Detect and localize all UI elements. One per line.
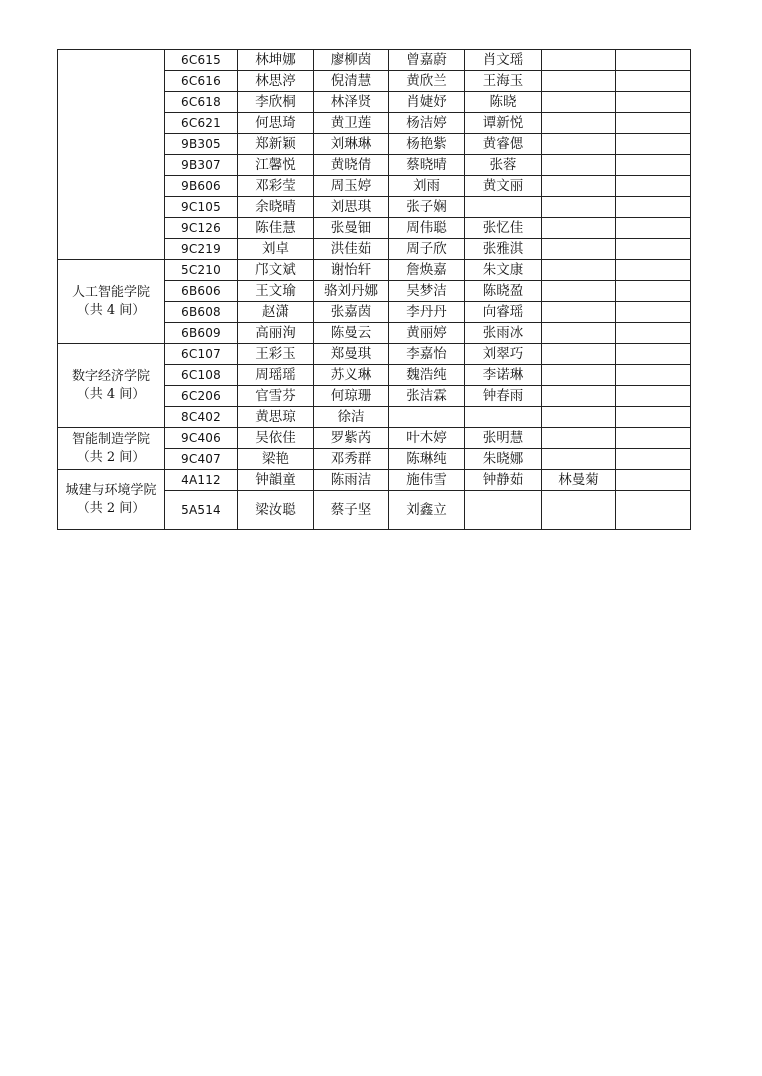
room-number-cell: 6C615 bbox=[165, 50, 238, 71]
resident-name-cell: 朱文康 bbox=[465, 260, 542, 281]
resident-name-cell: 魏浩纯 bbox=[389, 365, 465, 386]
resident-name-cell: 朱晓娜 bbox=[465, 449, 542, 470]
college-room-count: （共 4 间） bbox=[76, 302, 146, 318]
resident-name-cell bbox=[616, 449, 691, 470]
college-name: 人工智能学院 bbox=[71, 284, 150, 300]
resident-name-cell: 张明慧 bbox=[465, 428, 542, 449]
resident-name-cell: 李欣桐 bbox=[238, 92, 314, 113]
room-number-cell: 9B606 bbox=[165, 176, 238, 197]
resident-name-cell: 周瑶瑶 bbox=[238, 365, 314, 386]
resident-name-cell: 李嘉怡 bbox=[389, 344, 465, 365]
resident-name-cell: 蔡晓晴 bbox=[389, 155, 465, 176]
resident-name-cell bbox=[616, 71, 691, 92]
resident-name-cell bbox=[616, 176, 691, 197]
resident-name-cell bbox=[616, 281, 691, 302]
college-name: 数字经济学院 bbox=[71, 368, 150, 384]
resident-name-cell bbox=[542, 491, 616, 530]
resident-name-cell: 苏义琳 bbox=[314, 365, 389, 386]
resident-name-cell bbox=[542, 197, 616, 218]
room-number-cell: 9C406 bbox=[165, 428, 238, 449]
resident-name-cell bbox=[616, 218, 691, 239]
resident-name-cell: 王海玉 bbox=[465, 71, 542, 92]
resident-name-cell bbox=[542, 428, 616, 449]
resident-name-cell: 向睿瑶 bbox=[465, 302, 542, 323]
resident-name-cell: 倪清慧 bbox=[314, 71, 389, 92]
resident-name-cell: 廖柳茵 bbox=[314, 50, 389, 71]
resident-name-cell: 肖文瑶 bbox=[465, 50, 542, 71]
resident-name-cell: 林坤娜 bbox=[238, 50, 314, 71]
resident-name-cell: 梁艳 bbox=[238, 449, 314, 470]
resident-name-cell: 洪佳茹 bbox=[314, 239, 389, 260]
college-cell bbox=[58, 428, 165, 470]
resident-name-cell: 陈佳慧 bbox=[238, 218, 314, 239]
resident-name-cell: 刘思琪 bbox=[314, 197, 389, 218]
resident-name-cell bbox=[616, 50, 691, 71]
resident-name-cell bbox=[542, 155, 616, 176]
resident-name-cell bbox=[616, 428, 691, 449]
resident-name-cell bbox=[542, 50, 616, 71]
resident-name-cell bbox=[542, 386, 616, 407]
resident-name-cell: 林曼菊 bbox=[542, 470, 616, 491]
room-number-cell: 6C206 bbox=[165, 386, 238, 407]
room-number-cell: 6C618 bbox=[165, 92, 238, 113]
resident-name-cell: 罗紫芮 bbox=[314, 428, 389, 449]
college-cell bbox=[58, 50, 165, 260]
resident-name-cell bbox=[616, 470, 691, 491]
resident-name-cell bbox=[465, 491, 542, 530]
resident-name-cell bbox=[542, 71, 616, 92]
college-room-count: （共 2 间） bbox=[76, 449, 146, 465]
resident-name-cell: 蔡子坚 bbox=[314, 491, 389, 530]
college-cell bbox=[58, 260, 165, 344]
table-row bbox=[58, 260, 691, 281]
resident-name-cell bbox=[616, 491, 691, 530]
resident-name-cell: 谢怡轩 bbox=[314, 260, 389, 281]
resident-name-cell bbox=[616, 134, 691, 155]
resident-name-cell: 郑新颖 bbox=[238, 134, 314, 155]
resident-name-cell: 张嘉茵 bbox=[314, 302, 389, 323]
resident-name-cell: 肖婕妤 bbox=[389, 92, 465, 113]
resident-name-cell: 周子欣 bbox=[389, 239, 465, 260]
resident-name-cell bbox=[616, 323, 691, 344]
resident-name-cell: 林思渟 bbox=[238, 71, 314, 92]
resident-name-cell bbox=[542, 176, 616, 197]
room-number-cell: 4A112 bbox=[165, 470, 238, 491]
resident-name-cell: 李丹丹 bbox=[389, 302, 465, 323]
resident-name-cell bbox=[616, 92, 691, 113]
college-name: 城建与环境学院 bbox=[65, 482, 157, 498]
dormitory-roster-table bbox=[57, 49, 691, 530]
resident-name-cell bbox=[616, 302, 691, 323]
resident-name-cell: 钟韻童 bbox=[238, 470, 314, 491]
resident-name-cell: 邓秀群 bbox=[314, 449, 389, 470]
room-number-cell: 9B307 bbox=[165, 155, 238, 176]
resident-name-cell: 黄睿偲 bbox=[465, 134, 542, 155]
resident-name-cell bbox=[616, 344, 691, 365]
resident-name-cell: 张子娴 bbox=[389, 197, 465, 218]
resident-name-cell: 谭新悦 bbox=[465, 113, 542, 134]
resident-name-cell: 陈晓盈 bbox=[465, 281, 542, 302]
resident-name-cell: 吴梦洁 bbox=[389, 281, 465, 302]
room-number-cell: 6C621 bbox=[165, 113, 238, 134]
resident-name-cell: 李诺琳 bbox=[465, 365, 542, 386]
resident-name-cell: 刘雨 bbox=[389, 176, 465, 197]
room-number-cell: 6B608 bbox=[165, 302, 238, 323]
resident-name-cell bbox=[542, 365, 616, 386]
resident-name-cell: 黄卫莲 bbox=[314, 113, 389, 134]
college-room-count: （共 4 间） bbox=[76, 386, 146, 402]
room-number-cell: 9C126 bbox=[165, 218, 238, 239]
resident-name-cell: 陈曼云 bbox=[314, 323, 389, 344]
resident-name-cell: 张蓉 bbox=[465, 155, 542, 176]
resident-name-cell bbox=[542, 344, 616, 365]
resident-name-cell: 邝文斌 bbox=[238, 260, 314, 281]
room-number-cell: 5C210 bbox=[165, 260, 238, 281]
resident-name-cell bbox=[465, 197, 542, 218]
resident-name-cell: 刘翠巧 bbox=[465, 344, 542, 365]
resident-name-cell: 赵潇 bbox=[238, 302, 314, 323]
resident-name-cell bbox=[542, 92, 616, 113]
college-cell bbox=[58, 470, 165, 530]
resident-name-cell: 钟春雨 bbox=[465, 386, 542, 407]
room-number-cell: 6B606 bbox=[165, 281, 238, 302]
room-number-cell: 8C402 bbox=[165, 407, 238, 428]
resident-name-cell: 张洁霖 bbox=[389, 386, 465, 407]
resident-name-cell bbox=[542, 407, 616, 428]
resident-name-cell: 邓彩莹 bbox=[238, 176, 314, 197]
resident-name-cell bbox=[542, 113, 616, 134]
room-number-cell: 9C219 bbox=[165, 239, 238, 260]
resident-name-cell: 骆刘丹娜 bbox=[314, 281, 389, 302]
resident-name-cell bbox=[616, 113, 691, 134]
resident-name-cell: 刘琳琳 bbox=[314, 134, 389, 155]
table-row bbox=[58, 344, 691, 365]
resident-name-cell bbox=[542, 239, 616, 260]
resident-name-cell: 詹焕嘉 bbox=[389, 260, 465, 281]
resident-name-cell: 陈晓 bbox=[465, 92, 542, 113]
resident-name-cell: 徐洁 bbox=[314, 407, 389, 428]
resident-name-cell: 王彩玉 bbox=[238, 344, 314, 365]
resident-name-cell bbox=[542, 281, 616, 302]
room-number-cell: 9C105 bbox=[165, 197, 238, 218]
table-row bbox=[58, 428, 691, 449]
resident-name-cell: 郑曼琪 bbox=[314, 344, 389, 365]
resident-name-cell: 黄思琼 bbox=[238, 407, 314, 428]
room-number-cell: 5A514 bbox=[165, 491, 238, 530]
resident-name-cell: 吴依佳 bbox=[238, 428, 314, 449]
resident-name-cell: 杨艳紫 bbox=[389, 134, 465, 155]
resident-name-cell bbox=[542, 323, 616, 344]
room-number-cell: 9B305 bbox=[165, 134, 238, 155]
table-row bbox=[58, 470, 691, 491]
college-name: 智能制造学院 bbox=[71, 431, 150, 447]
resident-name-cell bbox=[616, 260, 691, 281]
resident-name-cell: 刘鑫立 bbox=[389, 491, 465, 530]
resident-name-cell bbox=[389, 407, 465, 428]
resident-name-cell: 周伟聪 bbox=[389, 218, 465, 239]
resident-name-cell bbox=[616, 239, 691, 260]
resident-name-cell bbox=[616, 407, 691, 428]
room-number-cell: 6C107 bbox=[165, 344, 238, 365]
resident-name-cell: 刘卓 bbox=[238, 239, 314, 260]
resident-name-cell: 叶木婷 bbox=[389, 428, 465, 449]
resident-name-cell: 陈雨洁 bbox=[314, 470, 389, 491]
resident-name-cell: 周玉婷 bbox=[314, 176, 389, 197]
resident-name-cell bbox=[542, 302, 616, 323]
resident-name-cell: 林泽贤 bbox=[314, 92, 389, 113]
resident-name-cell: 黄文丽 bbox=[465, 176, 542, 197]
resident-name-cell bbox=[542, 449, 616, 470]
resident-name-cell bbox=[542, 218, 616, 239]
table-row bbox=[58, 50, 691, 71]
room-number-cell: 9C407 bbox=[165, 449, 238, 470]
resident-name-cell: 杨洁婷 bbox=[389, 113, 465, 134]
resident-name-cell bbox=[616, 197, 691, 218]
resident-name-cell: 张忆佳 bbox=[465, 218, 542, 239]
resident-name-cell bbox=[542, 134, 616, 155]
resident-name-cell: 何琼珊 bbox=[314, 386, 389, 407]
resident-name-cell: 钟静茹 bbox=[465, 470, 542, 491]
college-room-count: （共 2 间） bbox=[76, 500, 146, 516]
resident-name-cell: 曾嘉蔚 bbox=[389, 50, 465, 71]
room-number-cell: 6C616 bbox=[165, 71, 238, 92]
resident-name-cell: 黄欣兰 bbox=[389, 71, 465, 92]
college-cell bbox=[58, 344, 165, 428]
resident-name-cell: 高丽洵 bbox=[238, 323, 314, 344]
room-number-cell: 6C108 bbox=[165, 365, 238, 386]
resident-name-cell bbox=[542, 260, 616, 281]
resident-name-cell bbox=[616, 386, 691, 407]
resident-name-cell: 何思琦 bbox=[238, 113, 314, 134]
resident-name-cell: 王文瑜 bbox=[238, 281, 314, 302]
resident-name-cell: 张雨冰 bbox=[465, 323, 542, 344]
resident-name-cell: 余晓晴 bbox=[238, 197, 314, 218]
resident-name-cell: 黄晓倩 bbox=[314, 155, 389, 176]
resident-name-cell: 梁汝聪 bbox=[238, 491, 314, 530]
resident-name-cell: 官雪芬 bbox=[238, 386, 314, 407]
resident-name-cell: 施伟雪 bbox=[389, 470, 465, 491]
resident-name-cell bbox=[616, 365, 691, 386]
resident-name-cell bbox=[616, 155, 691, 176]
resident-name-cell: 江馨悦 bbox=[238, 155, 314, 176]
room-number-cell: 6B609 bbox=[165, 323, 238, 344]
resident-name-cell: 黄丽婷 bbox=[389, 323, 465, 344]
resident-name-cell bbox=[465, 407, 542, 428]
resident-name-cell: 张曼钿 bbox=[314, 218, 389, 239]
resident-name-cell: 陈琳纯 bbox=[389, 449, 465, 470]
resident-name-cell: 张雅淇 bbox=[465, 239, 542, 260]
